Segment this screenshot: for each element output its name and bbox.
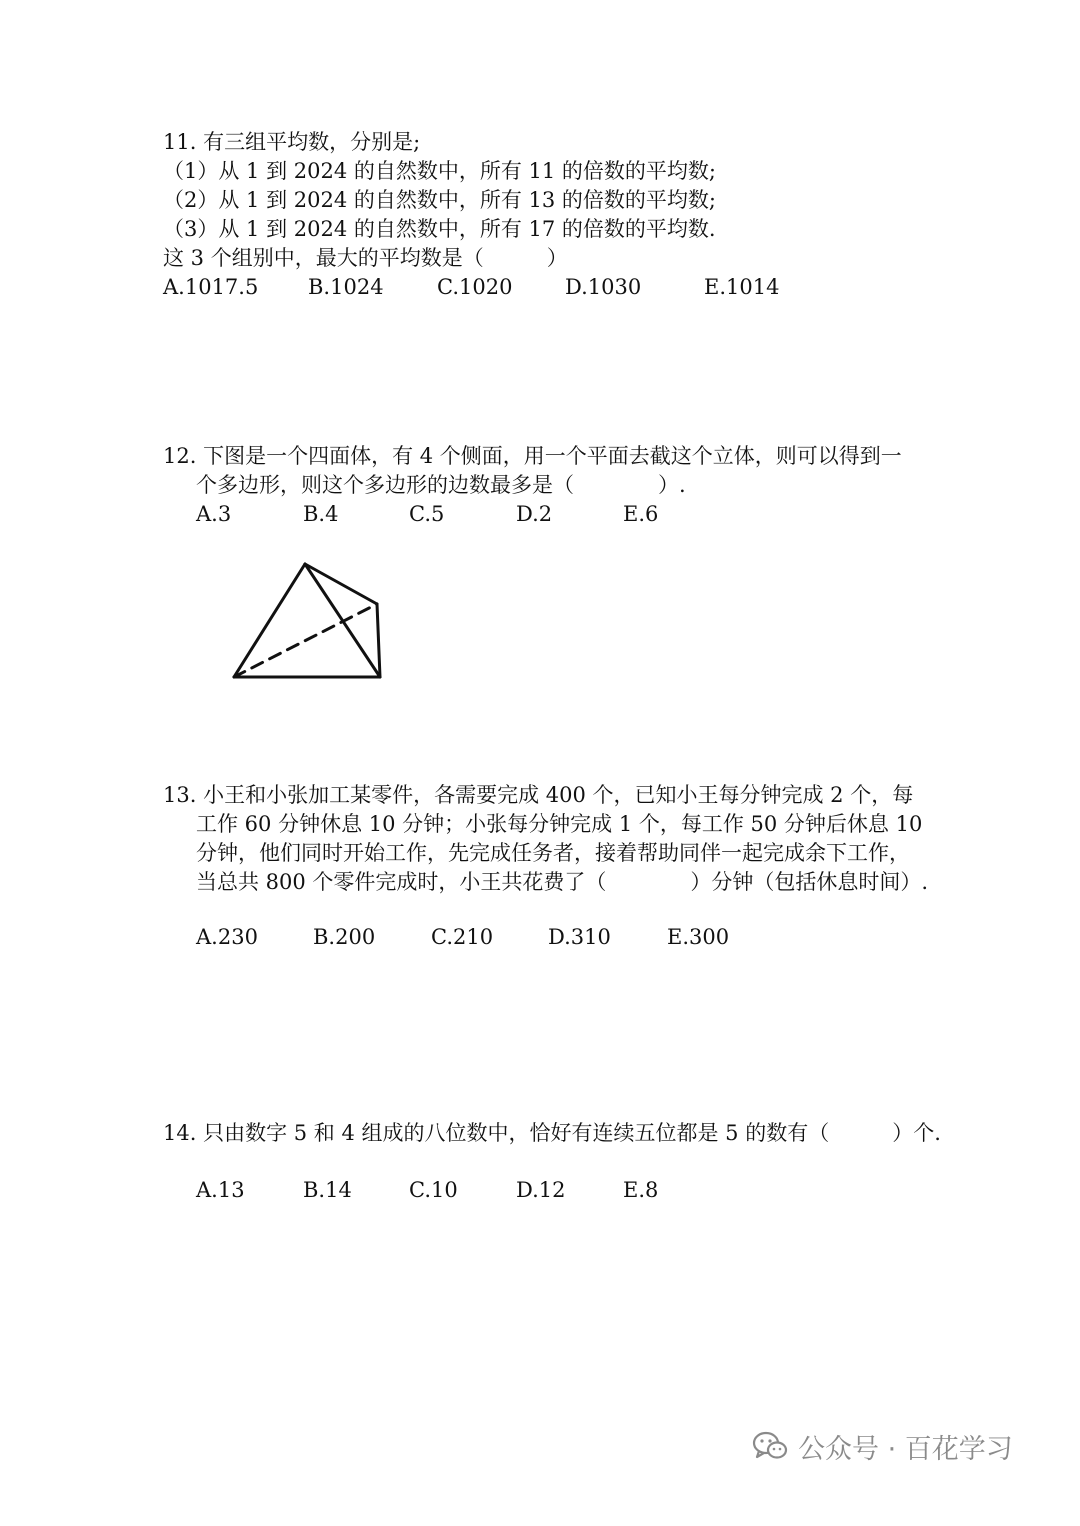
q11-option-d: D.1030 — [565, 275, 642, 299]
wechat-icon — [752, 1430, 788, 1462]
q11-question: 这 3 个组别中，最大的平均数是（ ） — [163, 246, 568, 270]
tetra-edge-right — [377, 604, 380, 677]
q13-option-d: D.310 — [548, 925, 611, 949]
q13-option-a: A.230 — [196, 925, 258, 949]
q14-option-b: B.14 — [303, 1178, 352, 1202]
q13-option-e: E.300 — [667, 925, 730, 949]
q14-option-c: C.10 — [409, 1178, 458, 1202]
q12-option-e: E.6 — [623, 502, 659, 526]
q12-option-b: B.4 — [303, 502, 339, 526]
q12-option-c: C.5 — [409, 502, 445, 526]
q13-stem-line-3: 分钟，他们同时开始工作，先完成任务者，接着帮助同伴一起完成余下工作， — [196, 841, 910, 865]
q12-stem-line-2: 个多边形，则这个多边形的边数最多是（ ）. — [196, 473, 686, 497]
q12-option-d: D.2 — [516, 502, 553, 526]
watermark-text: 公众号 · 百花学习 — [798, 1433, 1013, 1465]
q11-item-1: （1）从 1 到 2024 的自然数中，所有 11 的倍数的平均数; — [163, 159, 717, 183]
q11-item-3: （3）从 1 到 2024 的自然数中，所有 17 的倍数的平均数. — [163, 217, 716, 241]
q11-item-2: （2）从 1 到 2024 的自然数中，所有 13 的倍数的平均数; — [163, 188, 717, 212]
q11-option-b: B.1024 — [308, 275, 384, 299]
tetra-edge-top — [305, 564, 377, 604]
q13-option-c: C.210 — [431, 925, 494, 949]
watermark — [752, 1424, 1013, 1468]
q13-option-b: B.200 — [313, 925, 376, 949]
q11-option-e: E.1014 — [704, 275, 780, 299]
q14-option-a: A.13 — [196, 1178, 245, 1202]
q13-stem-line-4: 当总共 800 个零件完成时，小王共花费了（ ）分钟（包括休息时间）. — [196, 870, 929, 894]
q14-option-d: D.12 — [516, 1178, 566, 1202]
tetra-edge-front — [305, 564, 380, 677]
q12-option-a: A.3 — [196, 502, 232, 526]
q14-option-e: E.8 — [623, 1178, 659, 1202]
q13-stem-line-1: 13. 小王和小张加工某零件，各需要完成 400 个，已知小王每分钟完成 2 个，每 — [163, 783, 914, 807]
q11-option-a: A.1017.5 — [163, 275, 259, 299]
q11-option-c: C.1020 — [437, 275, 513, 299]
q13-stem-line-2: 工作 60 分钟休息 10 分钟；小张每分钟完成 1 个，每工作 50 分钟后休息 10 — [196, 812, 923, 836]
tetra-edge-hidden — [234, 604, 377, 677]
q12-stem-line-1: 12. 下图是一个四面体，有 4 个侧面，用一个平面去截这个立体，则可以得到一 — [163, 444, 902, 468]
q11-stem: 11. 有三组平均数，分别是; — [163, 130, 421, 154]
q14-stem: 14. 只由数字 5 和 4 组成的八位数中，恰好有连续五位都是 5 的数有（ ）个. — [163, 1121, 941, 1145]
tetra-edge-left — [234, 564, 305, 677]
